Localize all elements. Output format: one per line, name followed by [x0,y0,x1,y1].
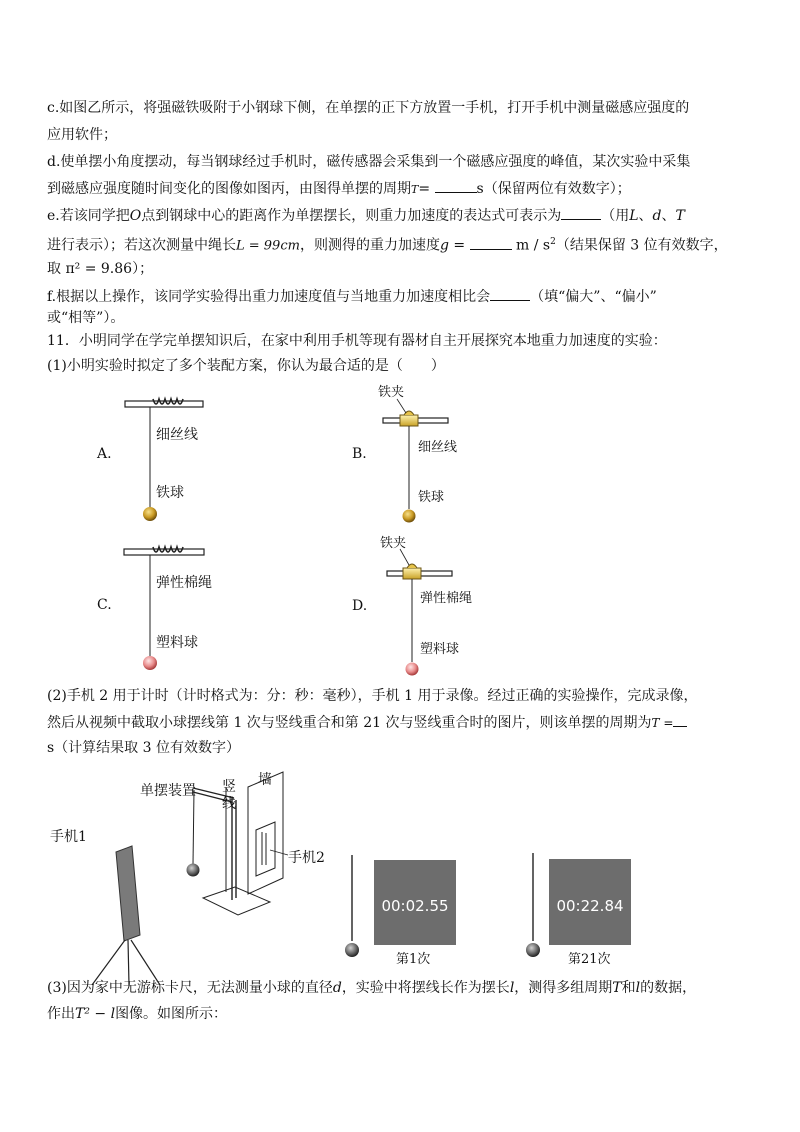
plastic-ball-icon [143,656,157,670]
option-d-clamp-label: 铁夹 [380,536,407,551]
q11-part2-line2: 然后从视频中截取小球摆线第 1 次与竖线重合和第 21 次与竖线重合时的图片，则该单摆的周期为T = [47,712,687,733]
iron-clamp-icon [400,415,418,426]
phone1-icon [116,846,140,941]
q11-part1: (1)小明实验时拟定了多个装配方案，你认为最合适的是（ ） [47,358,445,374]
option-a-string-label: 细丝线 [156,427,198,443]
option-a-ball-label: 铁球 [156,485,184,501]
q10-e-line1: e.若该同学把O点到钢球中心的距离作为单摆摆长，则重力加速度的表达式可表示为 （用L、d、T [47,205,685,226]
q10-f-line1: f.根据以上操作，该同学实验得出重力加速度值与当地重力加速度相比会 （填“偏大”、“偏小” [47,286,657,307]
apparatus-label: 单摆装置 [140,783,196,799]
leader-line [397,399,406,413]
vertical-line-label: 竖线 [222,779,236,812]
option-d-ball-label: 塑料球 [420,642,460,657]
frame21-caption: 第21次 [568,952,611,967]
phone1-tripod [92,846,160,985]
option-c-ball-label: 塑料球 [156,635,198,651]
answer-blank-comparison[interactable] [490,286,530,301]
plastic-ball-icon [406,663,419,676]
q10-d-line1: d.使单摆小角度摆动，每当钢球经过手机时，磁传感器会采集到一个磁感应强度的峰值，某次实验中采集 [47,154,691,170]
answer-blank-g-value[interactable] [470,235,512,250]
option-c-label[interactable]: C. [97,597,112,613]
q10-d-line2: 到磁感应强度随时间变化的图像如图丙，由图得单摆的周期T= s（保留两位有效数字）； [47,178,631,200]
phone1-label: 手机1 [50,829,87,845]
q10-e-line2: 进行表示）；若这次测量中绳长L = 99cm，则测得的重力加速度$g = m / s^2$（结果保留 3 位有效数字， [47,232,728,257]
timer-reading-1: 00:02.55 [381,897,449,915]
option-d-string-label: 弹性棉绳 [420,591,473,606]
pendulum-ball-icon [187,864,200,877]
iron-clamp-icon [403,568,421,579]
answer-blank-g-expression[interactable] [561,205,601,220]
q11-part3-line2: 作出T² − l图像。如图所示： [47,1006,228,1022]
frame21-ball-icon [526,943,540,957]
answer-blank-period[interactable] [435,178,477,193]
leader-line [270,850,288,855]
q11-stem: 11．小明同学在学完单摆知识后，在家中利用手机等现有器材自主开展探究本地重力加速度的实验： [47,333,667,349]
option-d-label[interactable]: D. [352,598,368,614]
frame1-caption: 第1次 [396,952,431,967]
option-a-figure[interactable] [125,399,203,521]
frame1-ball-icon [345,943,359,957]
q10-f-line2: 或“相等”）。 [47,310,125,326]
option-c-string-label: 弹性棉绳 [156,575,212,591]
wall-label: 墙 [258,772,272,788]
option-a-label[interactable]: A. [97,446,112,462]
q10-e-line3: 取 π² = 9.86）； [47,261,154,277]
q10-c-line2: 应用软件； [47,127,117,143]
option-b-string-label: 细丝线 [418,440,458,455]
phone2-label: 手机2 [288,850,325,866]
option-b-label[interactable]: B. [352,446,367,462]
timer-reading-21: 00:22.84 [556,897,624,915]
iron-ball-icon [403,510,416,523]
leader-line [400,549,409,565]
answer-blank-period-2[interactable] [673,712,687,727]
q11-part3-line1: (3)因为家中无游标卡尺，无法测量小球的直径d，实验中将摆线长作为摆长l，测得多组周期T和l的数据， [47,980,697,996]
pendulum-string [193,790,194,864]
q11-part2-line1: (2)手机 2 用于计时（计时格式为：分：秒：毫秒），手机 1 用于录像。经过正确的实验操作，完成录像， [47,688,698,704]
option-b-clamp-label: 铁夹 [378,385,405,400]
q11-part2-line3: s（计算结果取 3 位有效数字） [47,740,240,756]
q10-c-line1: c.如图乙所示，将强磁铁吸附于小钢球下侧，在单摆的正下方放置一手机，打开手机中测量磁感应强度的 [47,100,690,116]
option-b-ball-label: 铁球 [418,490,445,505]
iron-ball-icon [143,507,157,521]
